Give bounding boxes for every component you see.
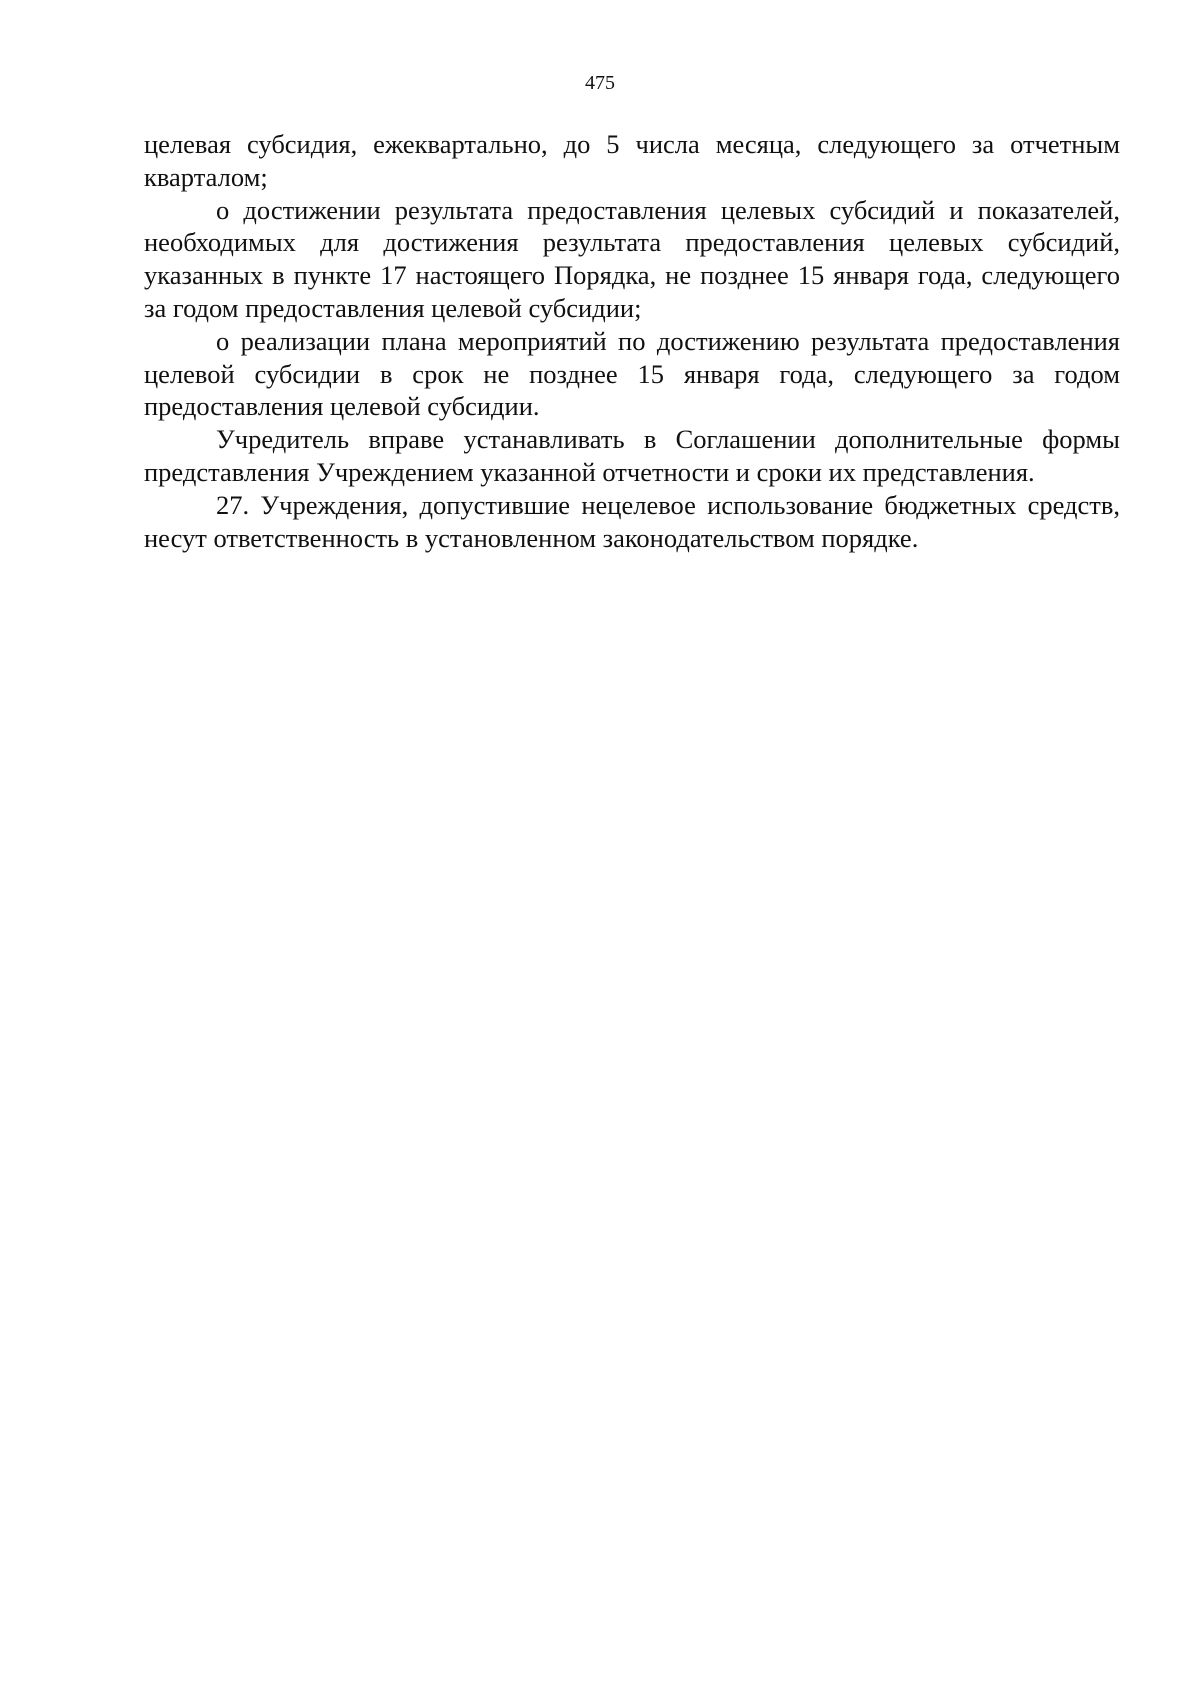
document-body — [144, 128, 1120, 554]
paragraph-results-report: о достижении результата предоставления целевых субсидий и показателей, необходимых для достижения результата предоставления целевых субсидий, указанных в пункте 17 настоящего Порядка, не позднее 15 января года, следующего за годом предоставления целевой субсидии; — [144, 194, 1120, 323]
paragraph-continuation: целевая субсидия, ежеквартально, до 5 числа месяца, следующего за отчетным кварталом; — [144, 129, 1120, 192]
page-number: 475 — [585, 72, 615, 94]
paragraph-founder-rights: Учредитель вправе устанавливать в Соглашении дополнительные формы представления Учреждением указанной отчетности и сроки их представления. — [144, 424, 1120, 487]
paragraph-plan-report: о реализации плана мероприятий по достижению результата предоставления целевой субсидии в срок не позднее 15 января года, следующего за годом предоставления целевой субсидии. — [144, 325, 1120, 422]
paragraph-item-27: 27. Учреждения, допустившие нецелевое использование бюджетных средств, несут ответственность в установленном законодательством порядке. — [144, 489, 1120, 553]
